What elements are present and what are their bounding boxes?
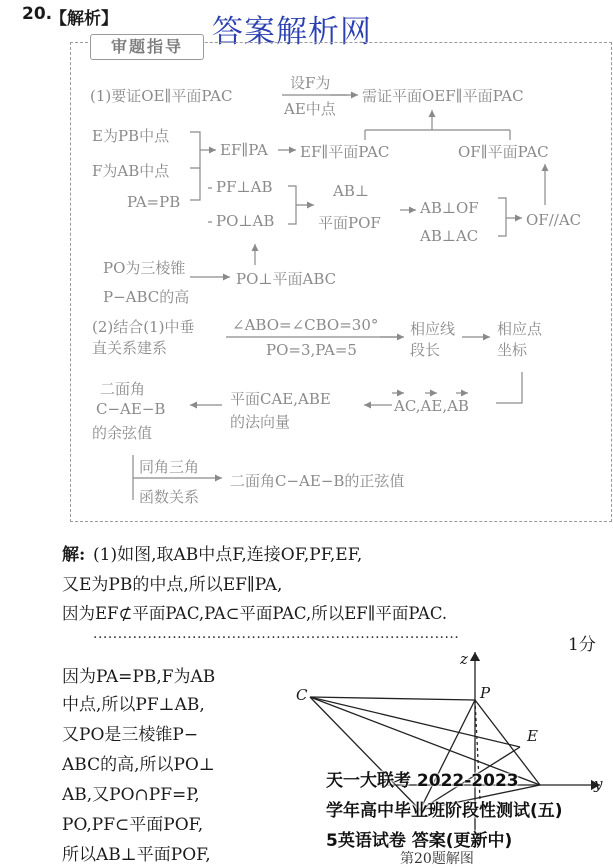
axis-y-label: y xyxy=(594,775,603,793)
flow-ab-of: AB⊥OF xyxy=(420,199,479,217)
figure-caption: 第20题解图 xyxy=(400,851,474,867)
question-number: 20. xyxy=(22,4,53,24)
flow-p1-cond-top: 设F为 xyxy=(290,74,331,92)
overlay-line-3: 5英语试卷 答案(更新中) xyxy=(326,831,513,851)
dotted-leader: ·········································································· xyxy=(93,630,460,646)
overlay-line-1: 天一大联考 2022-2023 xyxy=(326,771,519,791)
analysis-header: 【解析】 xyxy=(50,9,118,29)
flow-of-ac: OF//AC xyxy=(526,211,582,229)
flow-pt-2: 坐标 xyxy=(497,341,528,359)
flow-ab-perp-top: AB⊥ xyxy=(333,182,369,200)
flow-trig-1: 同角三角 xyxy=(139,458,200,476)
flow-po-height-1: PO为三棱锥 xyxy=(103,259,186,277)
flow-of-plane: OF∥平面PAC xyxy=(458,143,549,161)
flow-dihedral-2: C−AE−B xyxy=(96,400,166,418)
flow-p2-cond-bottom: PO=3,PA=5 xyxy=(266,341,357,359)
solution-line-2: 又E为PB的中点,所以EF∥PA, xyxy=(62,575,283,595)
flow-p1-need: 需证平面OEF∥平面PAC xyxy=(362,87,524,105)
solution-left-line: 又PO是三棱锥P− xyxy=(62,725,199,745)
flow-trig-2: 函数关系 xyxy=(139,488,200,506)
point-E-label: E xyxy=(527,727,538,745)
flow-po-abc: PO⊥平面ABC xyxy=(236,270,337,288)
flow-po-ab: PO⊥AB xyxy=(216,212,275,230)
overlay-line-2: 学年高中毕业班阶段性测试(五) xyxy=(326,801,563,821)
score-label: 1分 xyxy=(568,635,596,655)
flow-p2-cond-top: ∠ABO=∠CBO=30° xyxy=(232,316,379,334)
edge-CE xyxy=(310,697,520,747)
flow-sine-result: 二面角C−AE−B的正弦值 xyxy=(230,472,405,490)
flow-dihedral-1: 二面角 xyxy=(100,380,146,398)
flow-p2-1: (2)结合(1)中垂 xyxy=(92,318,195,336)
flow-seg-1: 相应线 xyxy=(410,320,456,338)
flow-p1-cond-bottom: AE中点 xyxy=(284,100,336,118)
watermark-title: 答案解析网 xyxy=(212,14,372,50)
solution-left-line: 因为PA=PB,F为AB xyxy=(62,667,216,687)
flow-dihedral-3: 的余弦值 xyxy=(92,424,153,442)
solution-left-line: ABC的高,所以PO⊥ xyxy=(62,755,215,775)
edge-CA xyxy=(310,697,420,810)
flow-p2-2: 直关系建系 xyxy=(92,339,168,357)
review-guide-tag: 审题指导 xyxy=(90,34,204,60)
flow-vectors: AC,AE,AB xyxy=(394,397,469,415)
flow-po-height-2: P−ABC的高 xyxy=(103,288,190,306)
flow-ef-plane: EF∥平面PAC xyxy=(300,143,390,161)
flow-seg-2: 段长 xyxy=(410,341,441,359)
point-C-label: C xyxy=(296,686,308,704)
flow-ab-perp-bottom: 平面POF xyxy=(318,214,381,232)
axis-z-label: z xyxy=(460,650,468,668)
solution-left-line: PO,PF⊂平面POF, xyxy=(62,815,204,835)
flow-pa-pb: PA=PB xyxy=(127,193,181,211)
solution-left-line: 所以AB⊥平面POF, xyxy=(62,845,211,865)
point-P-label: P xyxy=(480,684,491,702)
solution-left-line: 中点,所以PF⊥AB, xyxy=(62,695,205,715)
flow-f-mid: F为AB中点 xyxy=(92,162,170,180)
flow-normal-1: 平面CAE,ABE xyxy=(230,390,331,408)
flow-p1-intro: (1)要证OE∥平面PAC xyxy=(90,87,233,105)
flow-normal-2: 的法向量 xyxy=(230,413,291,431)
solution-left-line: AB,又PO∩PF=P, xyxy=(62,785,200,805)
edge-PA xyxy=(420,700,475,810)
flow-pt-1: 相应点 xyxy=(497,320,543,338)
solution-label: 解: xyxy=(62,545,86,565)
solution-line-1: (1)如图,取AB中点F,连接OF,PF,EF, xyxy=(93,545,363,565)
solution-line-3: 因为EF⊄平面PAC,PA⊂平面PAC,所以EF∥平面PAC. xyxy=(62,604,448,623)
flow-e-mid: E为PB中点 xyxy=(92,127,170,145)
edge-CP xyxy=(310,697,475,700)
flow-ef-pa: EF∥PA xyxy=(220,141,268,159)
flow-ab-ac: AB⊥AC xyxy=(420,227,479,245)
flow-pf-ab: PF⊥AB xyxy=(216,178,273,196)
